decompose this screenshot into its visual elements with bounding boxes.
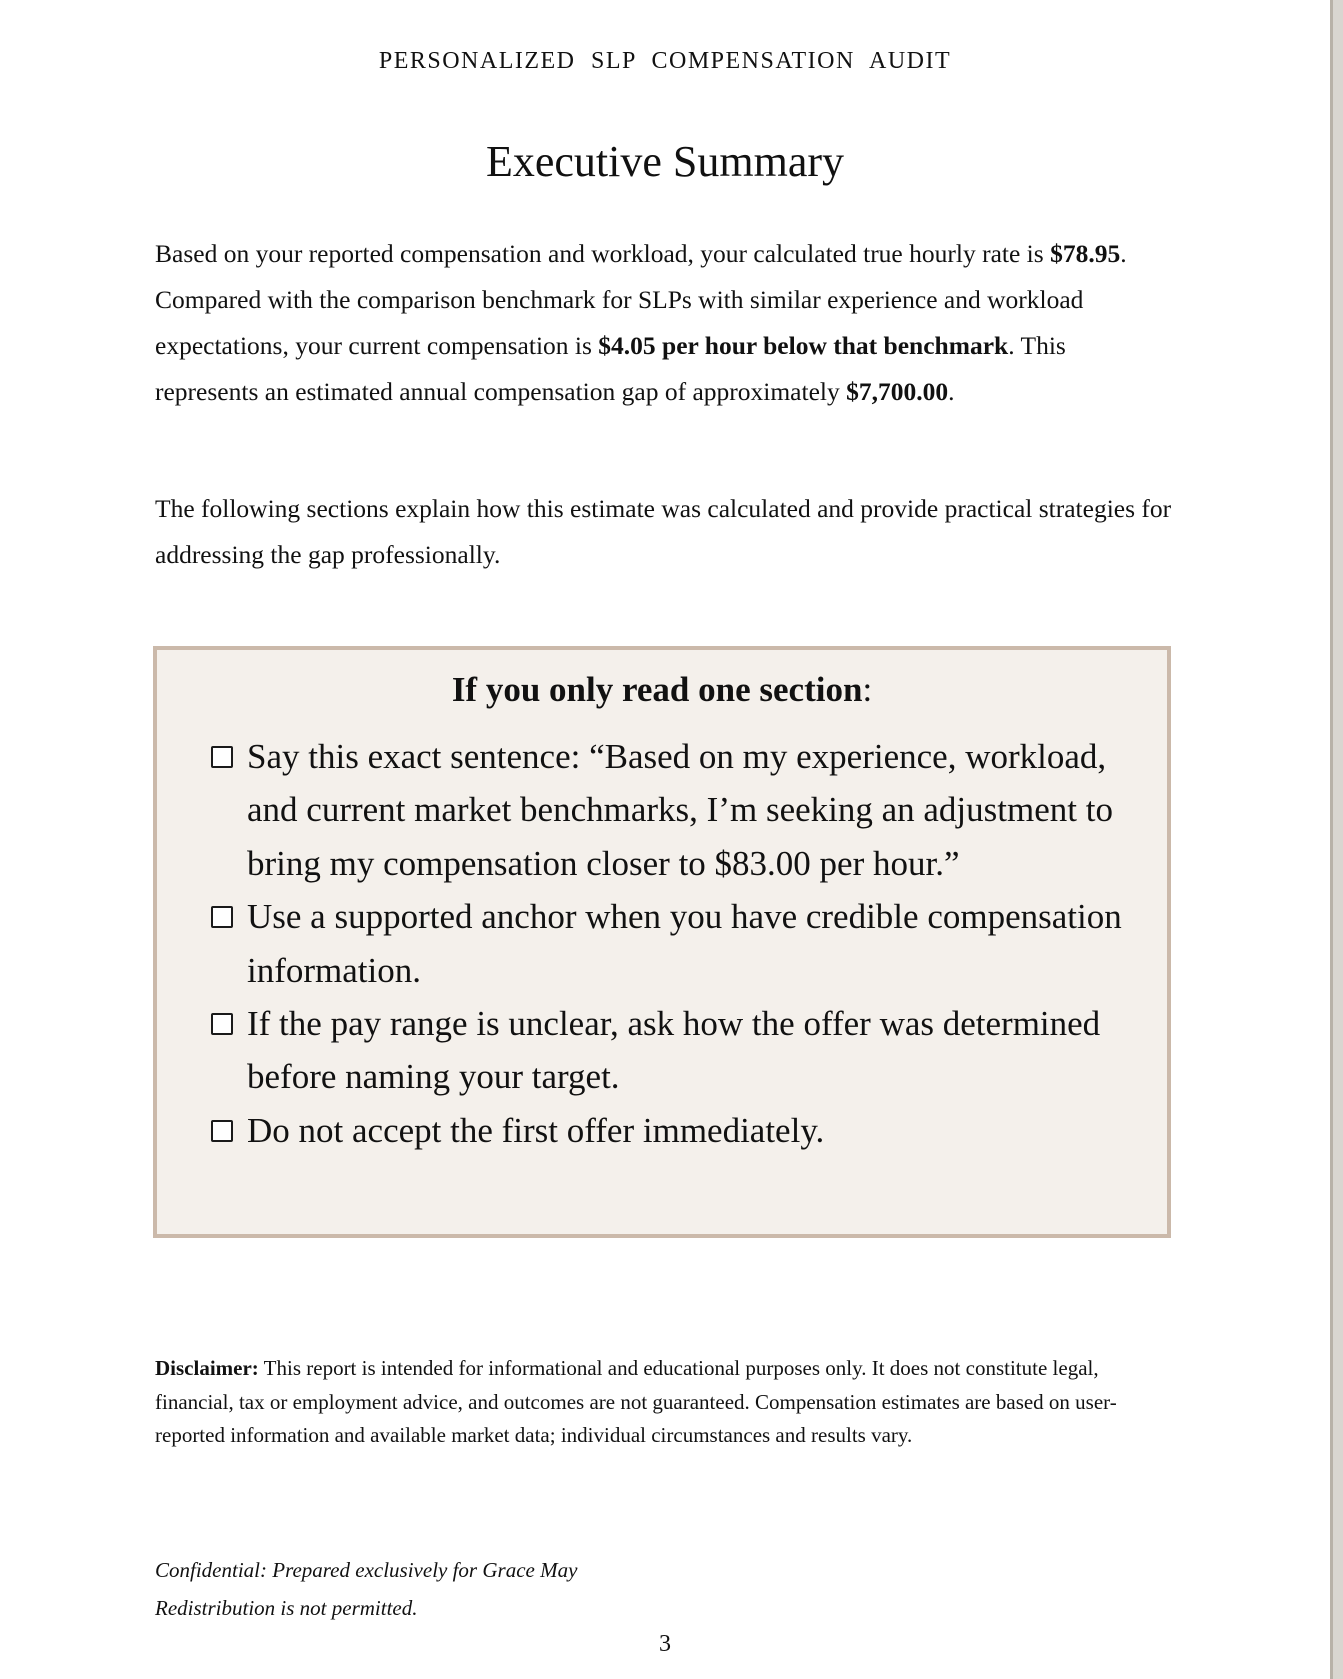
checklist-item-text: Do not accept the first offer immediately. <box>247 1110 825 1150</box>
checklist-item <box>211 890 1141 997</box>
checklist-item-text: Use a supported anchor when you have credible compensation information. <box>247 897 1122 990</box>
summary-text-comparison: . Compared with the comparison benchmark for SLPs with similar experience and workload expectations, your current compensation is <box>155 239 1127 360</box>
summary-text-end: . <box>948 377 955 406</box>
callout-title <box>157 670 1167 710</box>
confidential-line-recipient: Confidential: Prepared exclusively for Grace May <box>155 1558 578 1582</box>
key-actions-callout <box>153 646 1171 1238</box>
disclaimer <box>155 1352 1180 1453</box>
action-checklist <box>211 730 1141 1157</box>
annual-gap: $7,700.00 <box>846 377 949 406</box>
page-number: 3 <box>659 1631 671 1657</box>
hourly-gap: $4.05 per hour below that benchmark <box>598 331 1009 360</box>
summary-paragraph <box>155 231 1175 415</box>
sections-intro-paragraph: The following sections explain how this estimate was calculated and provide practical strategies for addressing the gap professionally. <box>155 494 1172 569</box>
checklist-item <box>211 730 1141 890</box>
checkbox-icon[interactable] <box>211 1120 233 1142</box>
checkbox-icon[interactable] <box>211 906 233 928</box>
section-title: Executive Summary <box>485 137 844 186</box>
checklist-item-text: If the pay range is unclear, ask how the offer was determined before naming your target. <box>247 1004 1101 1097</box>
confidentiality-notice <box>155 1551 1055 1627</box>
checklist-item <box>211 997 1141 1104</box>
true-hourly-rate: $78.95 <box>1050 239 1121 268</box>
disclaimer-text: This report is intended for informational and educational purposes only. It does not constitute legal, financial, tax or employment advice, and outcomes are not guaranteed. Compensation estimates are based on user-reported information and available market data; individual circumstances and results vary. <box>155 1356 1117 1447</box>
callout-title-text: If you only read one section <box>451 670 863 709</box>
running-header: PERSONALIZED SLP COMPENSATION AUDIT <box>378 48 952 74</box>
summary-text-intro: Based on your reported compensation and workload, your calculated true hourly rate is <box>155 239 1051 268</box>
callout-title-colon: : <box>862 670 873 709</box>
confidential-line-redistribution: Redistribution is not permitted. <box>155 1596 418 1620</box>
summary-text-annual: . This represents an estimated annual compensation gap of approximately <box>155 331 1066 406</box>
checklist-item-text: Say this exact sentence: “Based on my experience, workload, and current market benchmarks, I’m seeking an adjustment to bring my compensation closer to $83.00 per hour.” <box>247 737 1113 883</box>
checkbox-icon[interactable] <box>211 1013 233 1035</box>
checkbox-icon[interactable] <box>211 746 233 768</box>
disclaimer-label: Disclaimer: <box>155 1356 259 1380</box>
checklist-item <box>211 1104 1141 1157</box>
page-edge-line <box>1330 0 1333 1679</box>
